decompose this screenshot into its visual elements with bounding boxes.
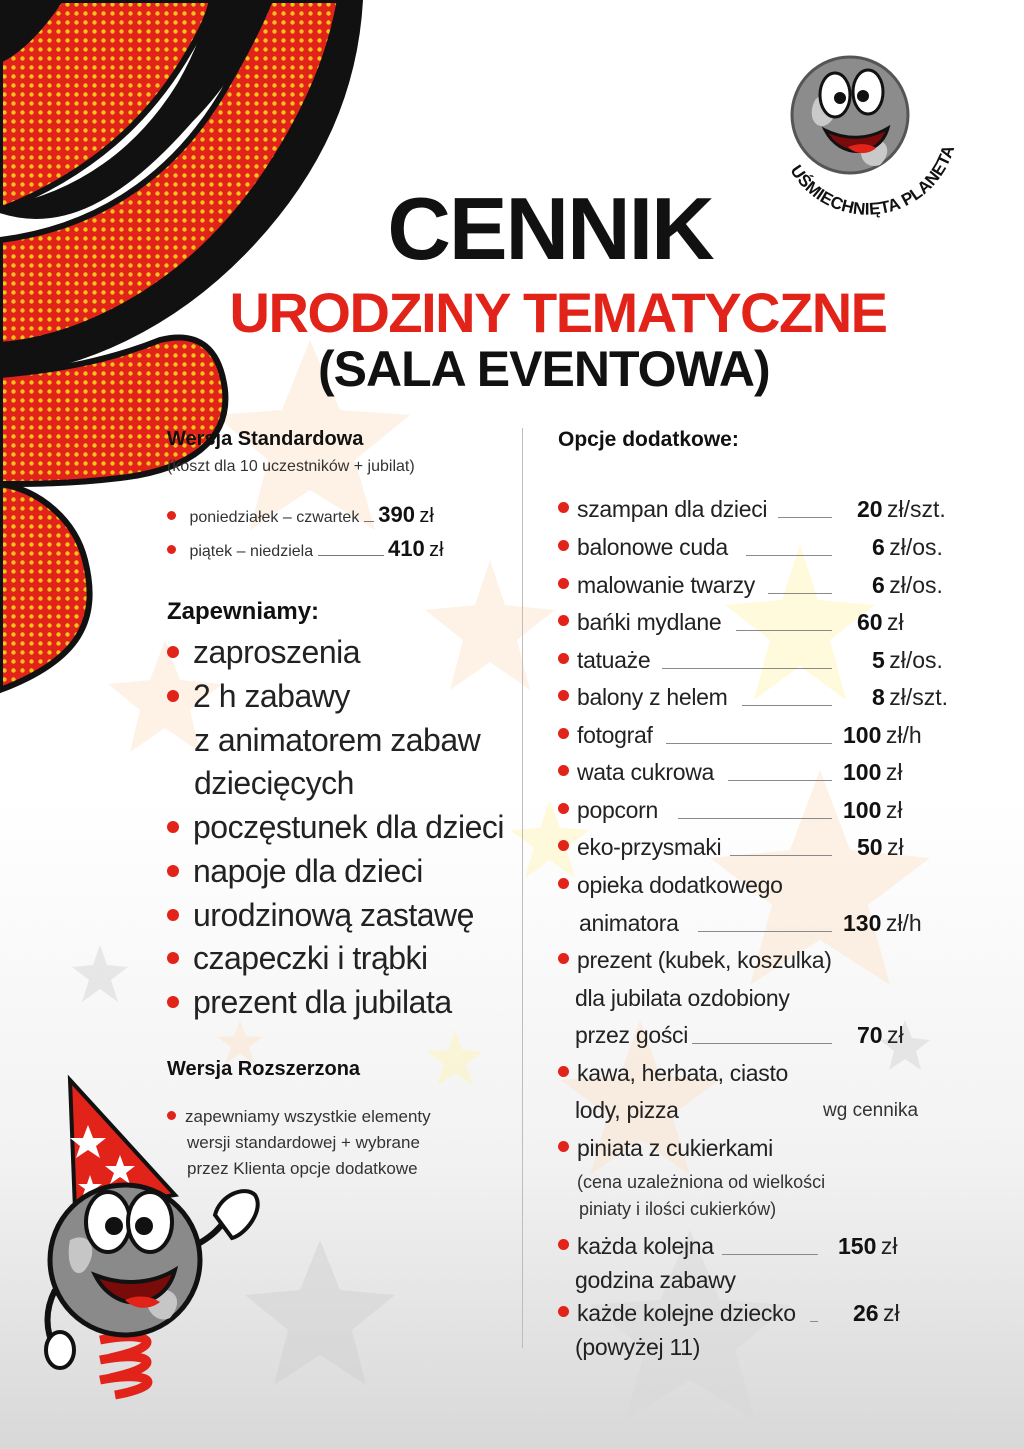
price-amount: 390 bbox=[378, 502, 415, 527]
extended-heading: Wersja Rozszerzona bbox=[167, 1058, 361, 1080]
option-leader bbox=[722, 1254, 818, 1255]
price-label: poniedziałek – czwartek bbox=[189, 509, 360, 526]
standard-price-row bbox=[167, 536, 444, 562]
option-price: 20 zł/szt. bbox=[857, 496, 946, 522]
guarantee-item: zaproszenia bbox=[167, 634, 360, 671]
option-price: 6 zł/os. bbox=[872, 572, 943, 598]
page-title: CENNIK bbox=[387, 179, 713, 278]
option-price: 100 zł/h bbox=[843, 722, 922, 748]
option-label: każde kolejne dziecko bbox=[558, 1300, 796, 1327]
option-price: 6 zł/os. bbox=[872, 534, 943, 560]
option-label-cont: lody, pizza bbox=[575, 1097, 679, 1123]
option-price: 50 zł bbox=[857, 834, 904, 860]
option-price: 60 zł bbox=[857, 609, 904, 635]
option-label: szampan dla dzieci bbox=[558, 496, 767, 523]
option-leader bbox=[768, 593, 832, 594]
option-label: bańki mydlane bbox=[558, 609, 721, 636]
option-price: 26 zł bbox=[853, 1300, 900, 1326]
options-heading: Opcje dodatkowe: bbox=[558, 428, 739, 451]
option-leader bbox=[778, 517, 832, 518]
page-subtitle: URODZINY TEMATYCZNE bbox=[229, 281, 887, 344]
page-subtitle-venue: (SALA EVENTOWA) bbox=[318, 341, 770, 397]
standard-price-row bbox=[167, 502, 434, 528]
price-leader bbox=[364, 521, 374, 522]
option-leader bbox=[692, 1043, 832, 1044]
price-amount: 410 bbox=[388, 536, 425, 561]
extended-line: zapewniamy wszystkie elementy bbox=[167, 1104, 431, 1130]
guarantee-item: poczęstunek dla dzieci bbox=[167, 809, 504, 846]
option-label-cont: godzina zabawy bbox=[575, 1267, 736, 1293]
option-label-cont: przez gości bbox=[575, 1022, 689, 1048]
option-leader bbox=[730, 855, 832, 856]
extended-line: wersji standardowej + wybrane bbox=[187, 1133, 420, 1152]
option-leader bbox=[698, 931, 832, 932]
option-label: piniata z cukierkami bbox=[558, 1135, 773, 1162]
option-price: 5 zł/os. bbox=[872, 647, 943, 673]
guarantee-heading: Zapewniamy: bbox=[167, 598, 320, 625]
option-price: 70 zł bbox=[857, 1022, 904, 1048]
price-leader bbox=[318, 555, 384, 556]
option-label: tatuaże bbox=[558, 647, 650, 674]
option-leader bbox=[746, 555, 832, 556]
standard-heading: Wersja Standardowa bbox=[167, 428, 364, 450]
option-leader bbox=[742, 705, 832, 706]
option-price: 8 zł/szt. bbox=[872, 684, 949, 710]
guarantee-item: prezent dla jubilata bbox=[167, 984, 452, 1021]
option-label: balonowe cuda bbox=[558, 534, 728, 561]
option-label: malowanie twarzy bbox=[558, 572, 755, 599]
option-price: 100 zł bbox=[843, 759, 903, 785]
option-label: każda kolejna bbox=[558, 1233, 714, 1260]
guarantee-item: czapeczki i trąbki bbox=[167, 940, 428, 977]
option-label: opieka dodatkowego bbox=[558, 872, 783, 899]
option-label: popcorn bbox=[558, 797, 658, 824]
option-leader bbox=[678, 818, 832, 819]
option-leader bbox=[662, 668, 832, 669]
option-note: (cena uzależniona od wielkości bbox=[577, 1172, 826, 1192]
option-label: balony z helem bbox=[558, 684, 728, 711]
option-label: fotograf bbox=[558, 722, 653, 749]
guarantee-item: napoje dla dzieci bbox=[167, 853, 423, 890]
option-leader bbox=[810, 1321, 818, 1322]
option-price-text: wg cennika bbox=[823, 1100, 919, 1121]
guarantee-item: urodzinową zastawę bbox=[167, 897, 474, 934]
option-label: kawa, herbata, ciasto bbox=[558, 1060, 788, 1087]
option-label-cont: (powyżej 11) bbox=[575, 1334, 701, 1360]
option-price: 100 zł bbox=[843, 797, 903, 823]
option-label-cont: dla jubilata ozdobiony bbox=[575, 985, 790, 1011]
price-unit: zł bbox=[419, 505, 434, 527]
option-label: eko-przysmaki bbox=[558, 834, 721, 861]
option-note: piniaty i ilości cukierków) bbox=[579, 1199, 777, 1219]
price-unit: zł bbox=[429, 539, 444, 561]
option-price: 130 zł/h bbox=[843, 910, 922, 936]
option-leader bbox=[728, 780, 832, 781]
option-label: prezent (kubek, koszulka) bbox=[558, 947, 832, 974]
column-divider bbox=[522, 428, 523, 1348]
guarantee-item-cont: dziecięcych bbox=[194, 765, 354, 801]
price-label: piątek – niedziela bbox=[189, 543, 314, 560]
option-leader bbox=[666, 743, 832, 744]
logo-text: UŚMIECHNIĘTA PLANETA bbox=[786, 142, 959, 219]
option-label-cont: animatora bbox=[579, 910, 679, 936]
option-label: wata cukrowa bbox=[558, 759, 714, 786]
extended-line: przez Klienta opcje dodatkowe bbox=[187, 1159, 418, 1178]
guarantee-item: 2 h zabawy bbox=[167, 678, 350, 715]
guarantee-item-cont: z animatorem zabaw bbox=[194, 722, 481, 758]
option-price: 150 zł bbox=[838, 1233, 898, 1259]
comic-burst bbox=[0, 0, 360, 690]
option-leader bbox=[736, 630, 832, 631]
standard-note: (koszt dla 10 uczestników + jubilat) bbox=[167, 458, 415, 475]
